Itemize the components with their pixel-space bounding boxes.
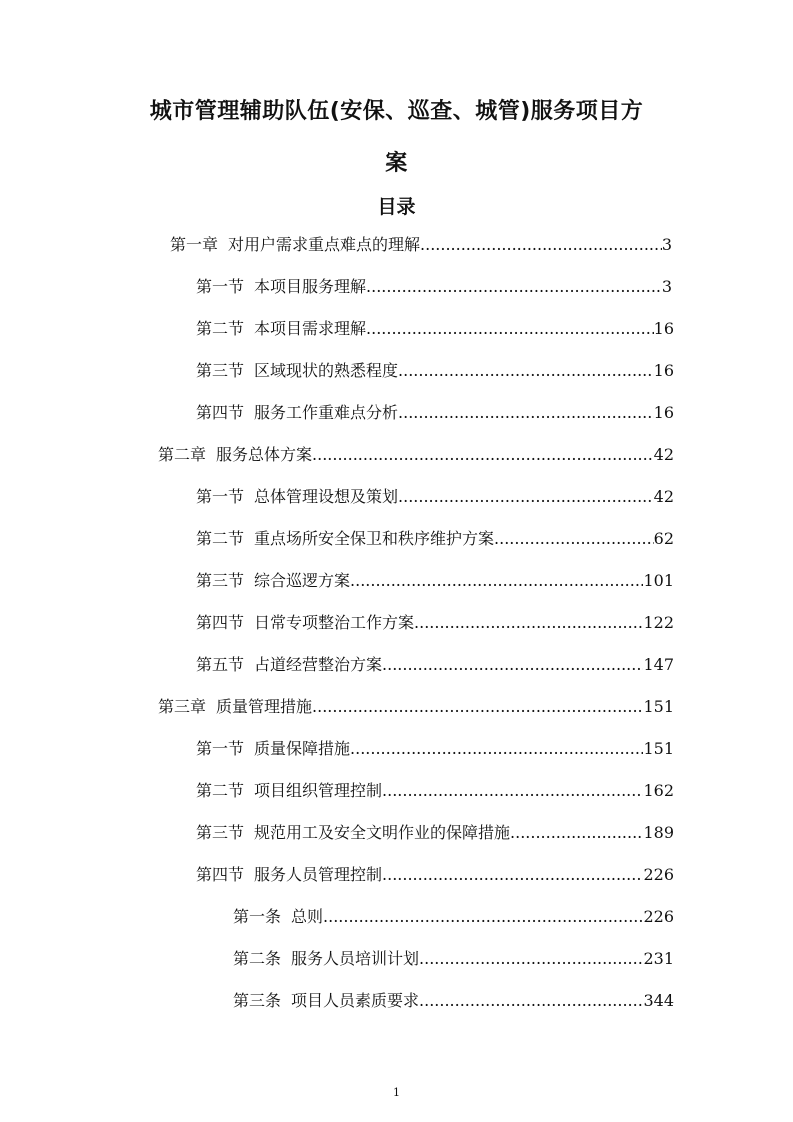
toc-text: 区域现状的熟悉程度 — [254, 361, 399, 380]
toc-section[interactable] — [196, 358, 674, 382]
toc-section[interactable] — [196, 484, 674, 508]
document-title: 城市管理辅助队伍(安保、巡查、城管)服务项目方 — [149, 99, 644, 124]
document-title-continued: 案 — [385, 151, 408, 176]
toc-section[interactable] — [196, 610, 674, 634]
toc-section[interactable] — [196, 736, 674, 760]
toc-leader — [350, 571, 643, 590]
toc-number: 第一节 — [196, 277, 245, 296]
toc-number: 第三节 — [196, 571, 245, 590]
toc-page: 101 — [643, 571, 674, 590]
toc-page: 151 — [643, 697, 674, 716]
toc-chapter[interactable] — [170, 232, 672, 256]
toc-section[interactable] — [196, 526, 674, 550]
toc-page: 42 — [653, 445, 674, 464]
toc-text: 质量保障措施 — [254, 739, 351, 758]
toc-number: 第五节 — [196, 655, 245, 674]
toc-leader — [510, 823, 643, 842]
toc-text: 项目人员素质要求 — [291, 991, 420, 1010]
toc-number: 第一条 — [233, 907, 282, 926]
toc-page: 226 — [643, 907, 674, 926]
toc-text: 占道经营整治方案 — [254, 655, 383, 674]
toc-number: 第二条 — [233, 949, 282, 968]
page-number: 1 — [393, 1086, 400, 1099]
toc-leader — [312, 697, 643, 716]
toc-text: 重点场所安全保卫和秩序维护方案 — [254, 529, 495, 548]
toc-number: 第二节 — [196, 781, 245, 800]
toc-heading: 目录 — [377, 196, 416, 218]
toc-text: 本项目服务理解 — [254, 277, 367, 296]
toc-text: 总则 — [291, 907, 324, 926]
toc-page: 231 — [643, 949, 674, 968]
toc-page: 122 — [643, 613, 674, 632]
toc-section[interactable] — [196, 778, 674, 802]
toc-page: 3 — [661, 277, 672, 296]
toc-text: 规范用工及安全文明作业的保障措施 — [254, 823, 511, 842]
toc-leader — [398, 487, 654, 506]
toc-leader — [382, 655, 643, 674]
toc-page: 3 — [661, 235, 672, 254]
toc-page: 162 — [643, 781, 674, 800]
toc-leader — [350, 739, 643, 758]
toc-text: 对用户需求重点难点的理解 — [228, 235, 421, 254]
toc-leader — [419, 949, 643, 968]
toc-article[interactable] — [233, 904, 674, 928]
toc-page: 189 — [643, 823, 674, 842]
toc-number: 第四节 — [196, 613, 245, 632]
toc-section[interactable] — [196, 568, 674, 592]
toc-number: 第三章 — [158, 697, 207, 716]
toc-number: 第二节 — [196, 319, 245, 338]
toc-text: 服务总体方案 — [216, 445, 313, 464]
toc-text: 综合巡逻方案 — [254, 571, 351, 590]
toc-leader — [419, 991, 643, 1010]
toc-page: 226 — [643, 865, 674, 884]
toc-number: 第一章 — [170, 235, 219, 254]
toc-number: 第四节 — [196, 403, 245, 422]
toc-leader — [382, 865, 643, 884]
toc-page: 42 — [653, 487, 674, 506]
toc-text: 总体管理设想及策划 — [254, 487, 399, 506]
toc-text: 服务人员培训计划 — [291, 949, 420, 968]
toc-page: 147 — [643, 655, 674, 674]
toc-section[interactable] — [196, 316, 674, 340]
toc-page: 62 — [653, 529, 674, 548]
toc-text: 项目组织管理控制 — [254, 781, 383, 800]
toc-leader — [366, 277, 662, 296]
toc-chapter[interactable] — [158, 694, 674, 718]
toc-leader — [398, 361, 654, 380]
toc-text: 质量管理措施 — [216, 697, 313, 716]
toc-chapter[interactable] — [158, 442, 674, 466]
toc-number: 第四节 — [196, 865, 245, 884]
toc-number: 第一节 — [196, 487, 245, 506]
toc-leader — [414, 613, 643, 632]
toc-page: 344 — [643, 991, 674, 1010]
toc-section[interactable] — [196, 652, 674, 676]
toc-text: 本项目需求理解 — [254, 319, 367, 338]
toc-page: 151 — [643, 739, 674, 758]
toc-page: 16 — [653, 403, 674, 422]
toc-number: 第二节 — [196, 529, 245, 548]
toc-section[interactable] — [196, 820, 674, 844]
toc-article[interactable] — [233, 988, 674, 1012]
toc-leader — [382, 781, 643, 800]
toc-leader — [323, 907, 643, 926]
toc-section[interactable] — [196, 400, 674, 424]
toc-leader — [366, 319, 654, 338]
toc-page: 16 — [653, 361, 674, 380]
toc-leader — [494, 529, 654, 548]
toc-number: 第三节 — [196, 823, 245, 842]
toc-section[interactable] — [196, 274, 672, 298]
toc-number: 第三条 — [233, 991, 282, 1010]
toc-leader — [312, 445, 654, 464]
toc-number: 第二章 — [158, 445, 207, 464]
toc-text: 服务工作重难点分析 — [254, 403, 399, 422]
toc-page: 16 — [653, 319, 674, 338]
toc-leader — [420, 235, 662, 254]
toc-number: 第三节 — [196, 361, 245, 380]
toc-section[interactable] — [196, 862, 674, 886]
toc-leader — [398, 403, 654, 422]
toc-text: 日常专项整治工作方案 — [254, 613, 415, 632]
toc-article[interactable] — [233, 946, 674, 970]
toc-text: 服务人员管理控制 — [254, 865, 383, 884]
toc-number: 第一节 — [196, 739, 245, 758]
